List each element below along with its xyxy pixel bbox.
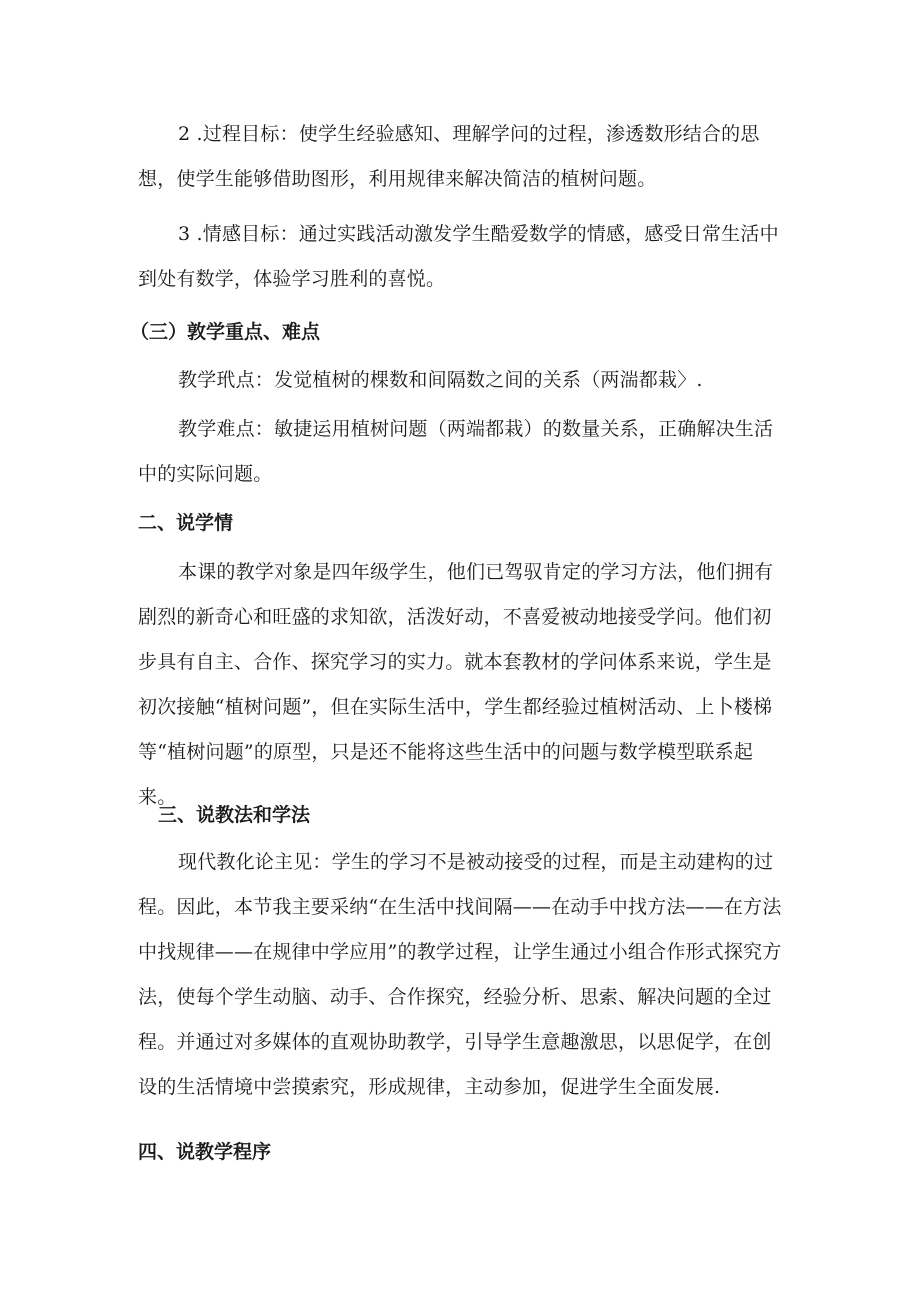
paragraph-key-point: 教学玳点：发觉植树的棵数和间隔数之间的关系（两湍都栽〉. — [178, 369, 703, 391]
paragraph-process-goal: 2 .过程目标：使学生经验感知、理解学问的过程，渗透数形结合的思想，使学生能够借助图形，利用规律来解决简洁的植树问题。 — [138, 123, 760, 190]
paragraph-learner-analysis: 本课的教学对象是四年级学生，他们已驾驭肯定的学习方法，他们拥有剧烈的新奇心和旺盛的求知欲，活泼好动，不喜爱被动地接受学问。他们初步具有自主、合作、探究学习的实力。就本套教材的学问体系来说，学生是初次接触“植树问题”，但在实际生活中，学生都经验过植树活动、上卜楼梯等“植树问题”的原型，只是还不能将这些生活中的问题与数学模型联系起来。 — [138, 561, 774, 808]
paragraph-teaching-methods: 现代教化论主见：学生的学习不是被动接受的过程，而是主动建构的过程。因此，本节我主要采纳“在生活中找间隔——在动手中找方法——在方法中找规律——在规律中学应用”的教学过程，让学生通过小组合作形式探究方法，使每个学生动脑、动手、合作探究，经验分析、思索、解决问题的全过程。并通过对多媒体的直观协助教学，引导学生意趣激思，以思促学，在创设的生活情境中尝摸索究，形成规律，主动参加，促进学生全面发展. — [138, 851, 782, 1098]
heading-learner-analysis: 二、说学情 — [138, 512, 234, 534]
heading-key-difficult-points: （三）敦学重点、难点 — [130, 321, 321, 343]
heading-teaching-procedure: 四、说教学程序 — [138, 1141, 272, 1163]
paragraph-emotion-goal: 3 .情感目标：通过实践活动激发学生酷爱数学的情感，感受日常生活中到处有数学，体验学习胜利的喜悦。 — [138, 223, 779, 290]
heading-teaching-methods: 三、说教法和学法 — [158, 804, 311, 826]
paragraph-difficulty: 教学难点：敏捷运用植树问题（两端都栽）的数量关系，正确解决生活中的实际问题。 — [138, 418, 774, 485]
